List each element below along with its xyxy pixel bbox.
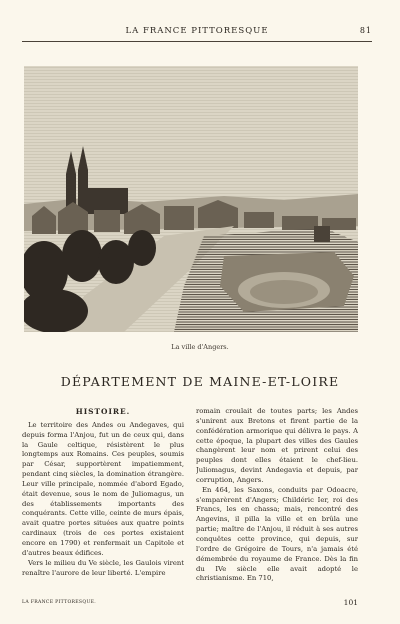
page-number: 81 [359, 26, 372, 35]
paragraph: Le territoire des Andes ou Andegaves, qui depuis forma l'Anjou, fut un de ceux qui, dans la Gaule celtique, résistèrent le plus longtemps aux Romains. Ces peuples, soumis par César, supportèrent impatiemment, pendant cinq siècles, la domination étrangère. Leur ville principale, nommée d'abord Egado, était devenue, sous le nom de Juliomagus, un des établissements importants des conquérants. Cette ville, ceinte de murs épais, avait quatre portes situées aux quatre points cardinaux (trois de ces portes existaient encore en 1790) et renfermait un Capitole et d'autres beaux édifices. [22, 420, 184, 557]
footer-issue-number: 101 [343, 598, 358, 607]
footer-publication: LA FRANCE PITTORESQUE. [22, 600, 97, 605]
publication-title: LA FRANCE PITTORESQUE [125, 26, 269, 36]
section-heading: HISTOIRE. [75, 407, 131, 416]
illustration-caption: La ville d'Angers. [171, 343, 229, 351]
page-footer [22, 598, 372, 608]
running-header [22, 26, 372, 40]
paragraph: En 464, les Saxons, conduits par Odoacre, s'emparèrent d'Angers; Childéric Ier, roi des Francs, les en chassa; mais, rencontré des Angevins, il pilla la ville et en brûla une partie; maître de l'Anjou, il réduit à ses autres conquêtes cette province, qui depuis, sur l'ordre de Grégoire de Tours, n'a jamais été démembrée du royaume de France. Dès la fin du IVe siècle elle avait adopté le christianisme. En 710, [196, 485, 358, 583]
header-rule [22, 41, 372, 42]
angers-engraving [24, 66, 358, 332]
engraving-drawing [24, 66, 358, 332]
paragraph: Vers le milieu du Ve siècle, les Gaulois virent renaître l'aurore de leur liberté. L'empire [22, 558, 184, 577]
department-title: DÉPARTEMENT DE MAINE-ET-LOIRE [60, 374, 340, 389]
paragraph: romain croulait de toutes parts; les Andes s'unirent aux Bretons et firent partie de la confédération armorique qui délivra le pays. A cette époque, la plupart des villes des Gaules changèrent leur nom et prirent celui des peuples dont elles étaient le chef-lieu. Juliomagus, devint Andegavia et depuis, par corruption, Angers. [196, 407, 358, 484]
text-column-left [22, 407, 184, 593]
text-column-right [196, 407, 358, 593]
